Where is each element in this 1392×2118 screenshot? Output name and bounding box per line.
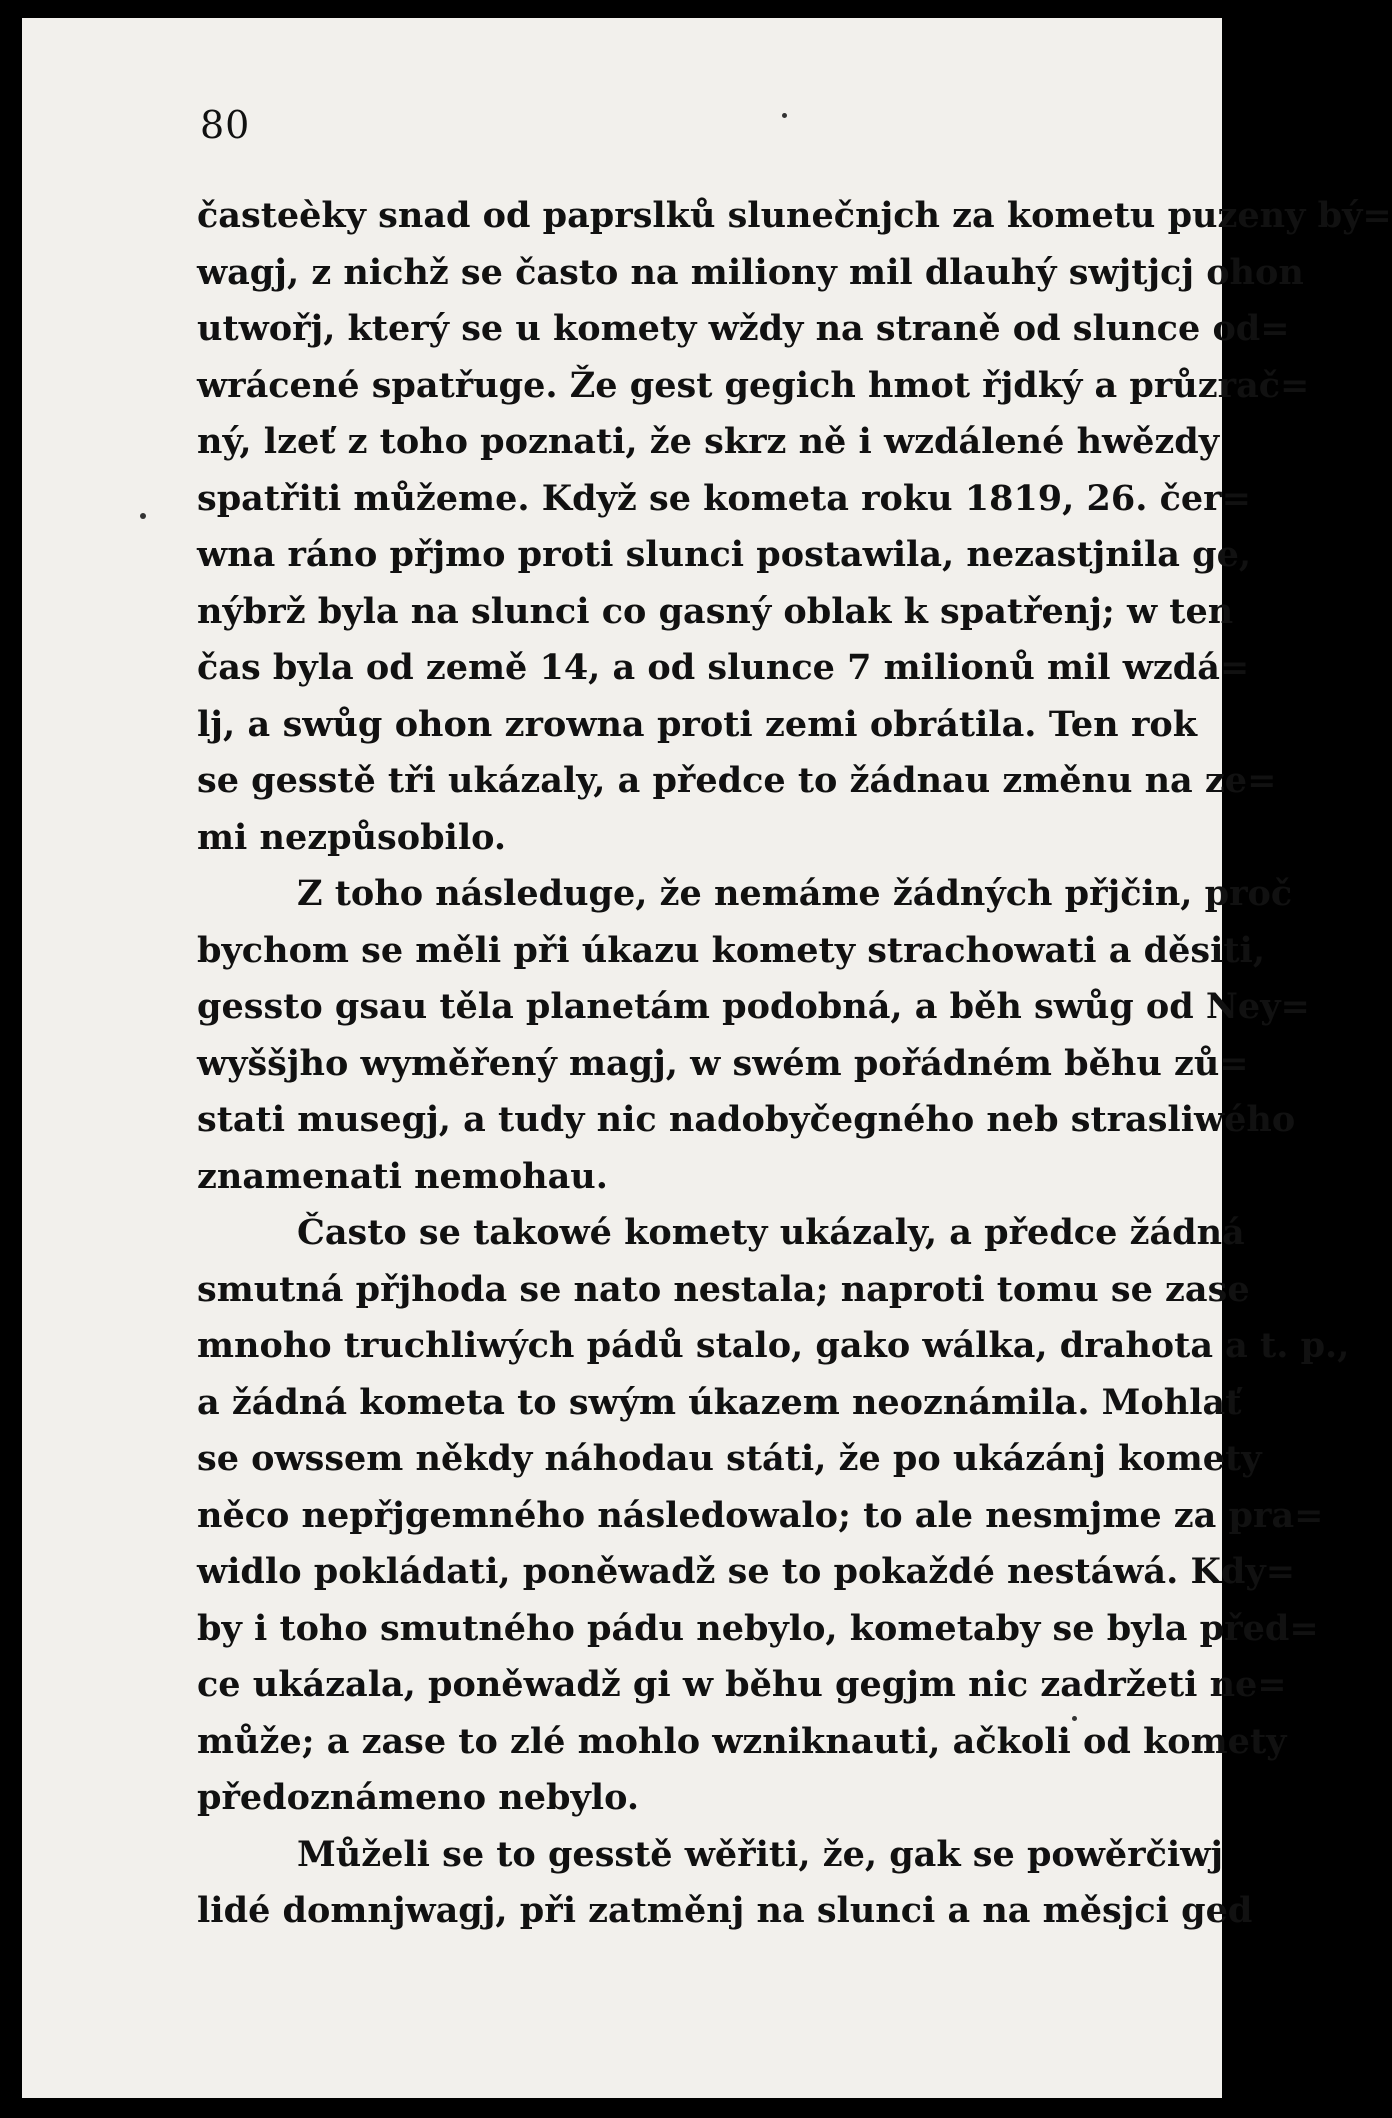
text-line: smutná přjhoda se nato nestala; naproti tomu se zase	[197, 1268, 1250, 1310]
body-text	[197, 188, 1392, 1940]
text-line: wagj, z nichž se často na miliony mil dlauhý swjtjcj ohon	[197, 251, 1304, 293]
text-line: může; a zase to zlé mohlo wzniknauti, ačkoli od komety	[197, 1720, 1287, 1762]
text-line: gessto gsau těla planetám podobná, a běh swůg od Ney=	[197, 986, 1310, 1027]
page-number: 80	[200, 103, 251, 147]
text-line: lidé domnjwagj, při zatměnj na slunci a na měsjci ged	[197, 1890, 1253, 1931]
text-line: spatřiti můžeme. Když se kometa roku 1819, 26. čer=	[197, 477, 1251, 519]
text-line: mi nezpůsobilo.	[197, 816, 507, 858]
text-line: něco nepřjgemného následowalo; to ale nesmjme za pra=	[197, 1494, 1324, 1536]
text-line: Z toho následuge, že nemáme žádných přjčin, proč	[297, 873, 1293, 914]
text-line: časteèky snad od paprslků slunečnjch za kometu puzeny bý=	[197, 195, 1392, 236]
text-line: wrácené spatřuge. Že gest gegich hmot řjdký a průzrač=	[197, 364, 1310, 406]
text-line: nýbrž byla na slunci co gasný oblak k spatřenj; w ten	[197, 590, 1234, 632]
text-line: lj, a swůg ohon zrowna proti zemi obrátila. Ten rok	[197, 703, 1197, 745]
text-line: mnoho truchliwých pádů stalo, gako wálka, drahota a t. p.,	[197, 1325, 1350, 1366]
text-line: se gesstě tři ukázaly, a předce to žádnau změnu na ze=	[197, 760, 1277, 801]
text-line: bychom se měli při úkazu komety strachowati a děsiti,	[197, 929, 1266, 971]
text-line: by i toho smutného pádu nebylo, kometaby se byla před=	[197, 1607, 1319, 1649]
text-line: se owssem někdy náhodau státi, že po ukázánj komety	[197, 1438, 1262, 1479]
text-line: widlo pokládati, poněwadž se to pokaždé nestáwá. Kdy=	[197, 1551, 1296, 1592]
print-speck	[1072, 1716, 1077, 1721]
book-page	[22, 18, 1392, 2098]
text-line: wna ráno přjmo proti slunci postawila, nezastjnila ge,	[197, 534, 1252, 575]
text-line: znamenati nemohau.	[197, 1155, 608, 1197]
text-line: ný, lzeť z toho poznati, že skrz ně i wzdálené hwězdy	[197, 421, 1220, 462]
text-line: Můželi se to gesstě wěřiti, že, gak se powěrčiwj	[297, 1833, 1224, 1875]
print-speck	[140, 513, 146, 519]
text-line: předoznámeno nebylo.	[197, 1777, 640, 1818]
text-line: wyššjho wyměřený magj, w swém pořádném běhu zů=	[197, 1042, 1249, 1084]
text-line: Často se takowé komety ukázaly, a předce žádná	[297, 1212, 1245, 1253]
text-line: stati musegj, a tudy nic nadobyčegného neb strasliwého	[197, 1099, 1296, 1140]
text-line: a žádná kometa to swým úkazem neoznámila. Mohlať	[197, 1381, 1242, 1423]
text-line: ce ukázala, poněwadž gi w běhu gegjm nic zadržeti ne=	[197, 1664, 1287, 1705]
text-line: utwořj, který se u komety wždy na straně od slunce od=	[197, 308, 1290, 349]
text-line: čas byla od země 14, a od slunce 7 milionů mil wzdá=	[197, 647, 1250, 688]
print-speck	[782, 113, 787, 118]
